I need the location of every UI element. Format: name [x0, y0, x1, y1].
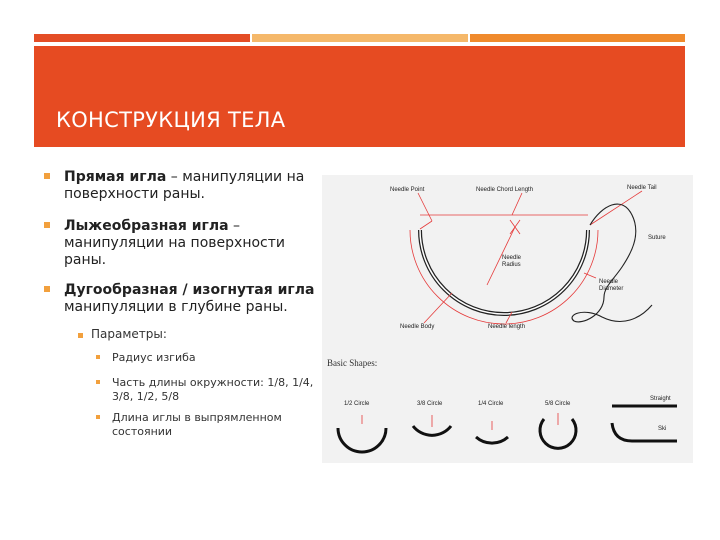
label-straight: Straight	[650, 396, 671, 402]
slide-title: КОНСТРУКЦИЯ ТЕЛА	[56, 108, 286, 132]
bullet-text: – манипуляции на поверхности раны.	[64, 169, 305, 202]
shape-half-circle	[338, 428, 386, 452]
suture-thread	[572, 204, 652, 322]
label-suture: Suture	[648, 235, 666, 241]
pointer-needle-point	[420, 221, 432, 229]
pointer-needle-body	[424, 293, 452, 323]
label-needle-point: Needle Point	[390, 187, 425, 193]
shape-quarter-circle	[476, 437, 508, 443]
bullet-marker	[44, 286, 50, 292]
params-label: Параметры:	[91, 327, 167, 341]
basic-shapes-title: Basic Shapes:	[327, 358, 378, 368]
label-three-eighths: 3/8 Circle	[417, 401, 443, 407]
label-needle-radius: Needle Radius	[502, 255, 522, 268]
label-half-circle: 1/2 Circle	[344, 401, 370, 407]
label-quarter-circle: 1/4 Circle	[478, 401, 504, 407]
bullet-bold-text: Лыжеобразная игла	[64, 218, 229, 234]
bullet-text: – манипуляции на поверхности раны.	[64, 218, 285, 268]
param-item-radius: Радиус изгиба	[112, 351, 196, 364]
param-item-circle-fraction: Часть длины окружности: 1/8, 1/4, 3/8, 1/2, 5/8	[112, 376, 314, 403]
bullet-marker	[78, 333, 83, 338]
label-chord-length: Needle Chord Length	[476, 187, 534, 193]
bullet-straight-needle	[64, 169, 326, 203]
needle-anatomy-diagram	[322, 175, 693, 463]
label-five-eighths: 5/8 Circle	[545, 401, 571, 407]
title-banner	[34, 46, 685, 147]
top-accent-bar-3	[470, 34, 685, 42]
pointer-chord	[512, 193, 522, 215]
bullet-marker	[96, 415, 100, 419]
bullet-bold-text: Дугообразная / изогнутая игла	[64, 282, 315, 298]
top-accent-bar-1	[34, 34, 250, 42]
needle-body-highlight	[420, 230, 588, 314]
shape-three-eighths	[413, 426, 451, 435]
label-needle-tail: Needle Tail	[627, 185, 657, 191]
bullet-marker	[96, 380, 100, 384]
bullet-ski-needle	[64, 218, 326, 269]
bullet-curved-needle	[64, 282, 326, 316]
bullet-text: манипуляции в глубине раны.	[64, 299, 288, 315]
top-accent-bar-2	[252, 34, 468, 42]
label-needle-length: Needle length	[488, 324, 526, 330]
bullet-marker	[44, 222, 50, 228]
needle-drawing	[322, 175, 693, 463]
shape-ski	[612, 423, 677, 441]
pointer-needle-point	[418, 193, 432, 221]
bullet-marker	[44, 173, 50, 179]
label-ski: Ski	[658, 426, 667, 432]
label-needle-body: Needle Body	[400, 324, 435, 330]
needle-diameter-arc	[410, 230, 598, 324]
bullet-marker	[96, 355, 100, 359]
bullet-bold-text: Прямая игла	[64, 169, 167, 185]
param-item-length: Длина иглы в выпрямленном состоянии	[112, 411, 282, 438]
pointer-diameter	[584, 273, 596, 278]
label-needle-diameter: Needle Diameter	[599, 279, 624, 292]
needle-body-arc	[420, 230, 588, 314]
